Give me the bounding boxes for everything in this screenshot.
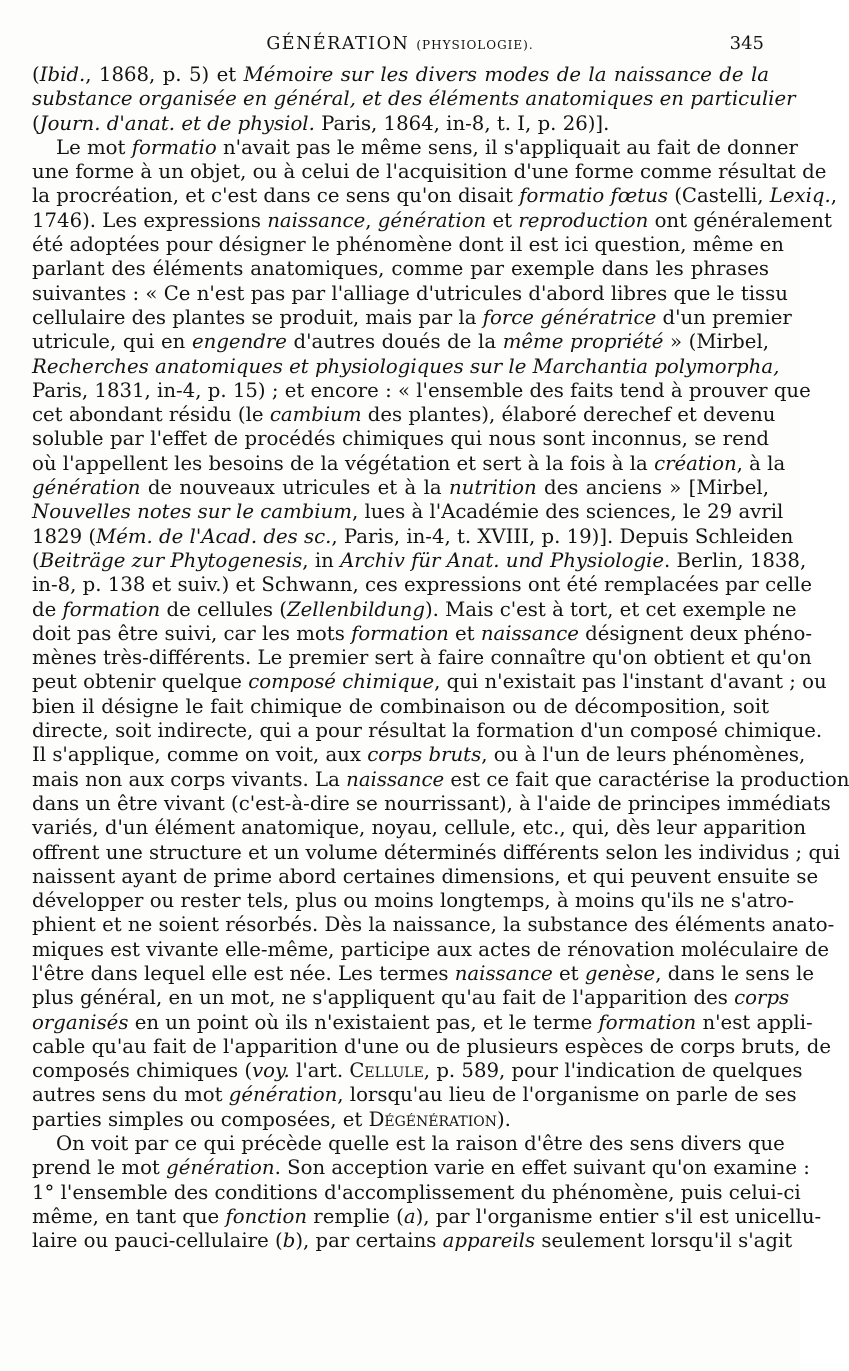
- italic-text: appareils: [442, 1229, 536, 1253]
- text-line: [32, 1083, 797, 1107]
- text-segment: parties simples ou composées, et: [32, 1107, 369, 1131]
- text-segment: , Paris, in-4, t. XVIII, p. 19)]. Depuis Schleiden: [331, 524, 794, 548]
- text-line: [32, 257, 769, 281]
- text-segment: ), par l'organisme entier s'il est unicellu-: [415, 1204, 822, 1228]
- text-segment: Paris, 1831, in-4, p. 15) ; et encore : « l'ensemble des faits tend à prouver que: [32, 378, 811, 402]
- text-line: [32, 573, 813, 597]
- italic-text: organisés: [32, 1010, 129, 1034]
- italic-text: formation: [62, 597, 161, 621]
- text-segment: Paris, 1864, in-8, t. I, p. 26)].: [314, 111, 610, 135]
- italic-text: reproduction: [518, 208, 649, 232]
- text-segment: des plantes), élaboré derechef et devenu: [361, 403, 776, 427]
- text-segment: de cellules (: [160, 597, 287, 621]
- text-segment: variés, d'un élément anatomique, noyau, cellule, etc., qui, dès leur apparition: [32, 816, 807, 840]
- italic-text: fonction: [225, 1204, 308, 1228]
- italic-text: a: [403, 1204, 416, 1228]
- text-segment: , dans le sens le: [655, 961, 815, 985]
- text-segment: 1° l'ensemble des conditions d'accomplissement du phénomène, puis celui-ci: [32, 1180, 801, 1204]
- text-segment: ,: [830, 184, 838, 208]
- text-line: [32, 1180, 801, 1205]
- text-segment: ), par certains: [295, 1229, 443, 1253]
- text-segment: miques est vivante elle-même, participe aux actes de rénovation moléculaire de: [32, 937, 829, 961]
- text-line: [32, 233, 784, 257]
- text-segment: de: [32, 597, 63, 621]
- text-segment: , in: [302, 548, 341, 572]
- italic-text: formation: [598, 1010, 697, 1034]
- italic-text: corps: [734, 986, 790, 1010]
- text-segment: même, en tant que: [32, 1204, 226, 1228]
- text-segment: ).: [496, 1107, 511, 1131]
- text-segment: bien il désigne le fait chimique de combinaison ou de décomposition, soit: [32, 694, 769, 718]
- italic-text: création: [654, 451, 737, 475]
- text-segment: remplie (: [307, 1204, 404, 1228]
- text-line: [32, 403, 776, 427]
- text-line: [32, 451, 786, 476]
- italic-text: génération: [377, 208, 487, 232]
- italic-text: naissance: [480, 621, 579, 645]
- text-segment: 1746). Les expressions: [32, 208, 268, 232]
- text-line: [32, 524, 794, 549]
- text-line: [32, 913, 835, 937]
- text-segment: utricule, qui en: [32, 330, 192, 354]
- italic-text: Ibid.: [39, 63, 86, 86]
- text-segment: plus général, en un mot, ne s'appliquent qu'au fait de l'apparition des: [32, 986, 735, 1010]
- text-line: [32, 791, 831, 816]
- text-line: [32, 1059, 803, 1083]
- text-line: [32, 1108, 769, 1132]
- italic-text: Lexiq.: [769, 184, 831, 208]
- text-line: [32, 1229, 793, 1253]
- text-segment: directe, soit indirecte, qui a pour résultat la formation d'un composé chimique.: [32, 719, 823, 743]
- italic-text: naissance: [454, 961, 553, 985]
- text-line: [32, 670, 827, 694]
- text-segment: cellulaire des plantes se produit, mais par la: [32, 305, 483, 329]
- text-line: [32, 1034, 831, 1059]
- text-line: [32, 889, 795, 913]
- text-line: [32, 961, 815, 986]
- italic-text: même propriété: [502, 330, 664, 354]
- text-segment: doit pas être suivi, car les mots: [32, 621, 352, 645]
- italic-text: Beiträge zur Phytogenesis: [39, 548, 303, 572]
- text-segment: une forme à un objet, ou à celui de l'acquisition d'une forme comme résultat de: [32, 160, 827, 184]
- text-segment: développer ou rester tels, plus ou moins longtemps, à moins qu'ils ne s'atro-: [32, 889, 795, 913]
- text-line: [32, 816, 807, 840]
- italic-text: génération: [32, 476, 141, 500]
- italic-text: b: [282, 1229, 296, 1253]
- italic-text: nutrition: [448, 476, 537, 500]
- text-line: [32, 937, 829, 962]
- text-line: [32, 184, 838, 208]
- text-segment: des anciens » [Mirbel,: [536, 476, 769, 500]
- italic-text: cambium: [269, 403, 362, 427]
- text-segment: Il s'applique, comme on voit, aux: [32, 743, 368, 767]
- text-segment: seulement lorsqu'il s'agit: [535, 1229, 793, 1253]
- text-segment: désignent deux phéno-: [578, 621, 812, 645]
- text-segment: l'être dans lequel elle est née. Les termes: [32, 961, 455, 985]
- italic-text: corps bruts: [367, 743, 482, 767]
- italic-text: Mém. de l'Acad. des sc.: [96, 524, 332, 548]
- italic-text: formation: [351, 621, 449, 645]
- running-title-sub: (PHYSIOLOGIE).: [416, 38, 534, 52]
- text-segment: dans un être vivant (c'est-à-dire se nourrissant), à l'aide de principes immédiats: [32, 791, 831, 815]
- text-line: [32, 87, 796, 111]
- text-line: [32, 208, 832, 233]
- text-line: [32, 767, 849, 792]
- italic-text: composé chimique: [248, 670, 435, 694]
- text-line: [32, 864, 819, 889]
- text-line: [32, 330, 769, 354]
- text-segment: la procréation, et c'est dans ce sens qu'on disait: [32, 184, 520, 208]
- text-line: [32, 63, 769, 87]
- text-line: [32, 281, 788, 306]
- text-segment: laire ou pauci-cellulaire (: [32, 1229, 283, 1253]
- italic-text: formatio: [131, 135, 217, 159]
- italic-text: Mémoire sur les divers modes de la naissance de la: [243, 63, 769, 86]
- text-line: [32, 354, 780, 379]
- text-line: [32, 476, 769, 500]
- text-segment: ,: [365, 208, 378, 232]
- text-segment: suivantes : « Ce n'est pas par l'alliage d'utricules d'abord libres que le tissu: [32, 281, 788, 305]
- text-line: [32, 112, 769, 136]
- text-segment: , lues à l'Académie des sciences, le 29 avril: [351, 500, 784, 524]
- text-segment: cet abondant résidu (le: [32, 403, 270, 427]
- text-line: [32, 1132, 785, 1156]
- text-segment: . Berlin, 1838,: [664, 548, 807, 572]
- text-segment: phient et ne soient résorbés. Dès la naissance, la substance des éléments anato-: [32, 913, 835, 937]
- text-line: [32, 695, 769, 719]
- text-segment: autres sens du mot: [32, 1083, 229, 1107]
- italic-text: Archiv für Anat. und Physiologie: [340, 548, 664, 572]
- text-segment: soluble par l'effet de procédés chimiques qui nous sont inconnus, se rend: [32, 427, 769, 451]
- text-segment: naissent ayant de prime abord certaines dimensions, et qui peuvent ensuite se: [32, 864, 819, 888]
- italic-text: force génératrice: [482, 305, 657, 329]
- text-line: [32, 1204, 822, 1229]
- text-segment: où l'appellent les besoins de la végétation et sert à la fois à la: [32, 451, 655, 475]
- page-number: 345: [729, 33, 764, 54]
- text-segment: d'un premier: [656, 305, 792, 329]
- text-segment: peut obtenir quelque: [32, 670, 249, 694]
- text-segment: , qui n'existait pas l'instant d'avant ; ou: [434, 670, 827, 694]
- text-segment: . Son acception varie en effet suivant qu'on examine :: [274, 1156, 810, 1180]
- text-segment: n'avait pas le même sens, il s'appliquait au fait de donner: [216, 135, 798, 159]
- small-caps-text: Dégénération: [368, 1107, 497, 1131]
- italic-text: substance organisée en général, et des éléments anatomiques en particulier: [32, 87, 796, 111]
- text-line: [32, 743, 806, 767]
- text-segment: in-8, p. 138 et suiv.) et Schwann, ces expressions ont été remplacées par celle: [32, 573, 813, 597]
- text-segment: cable qu'au fait de l'apparition d'une ou de plusieurs espèces de corps bruts, de: [32, 1034, 831, 1058]
- text-line: [32, 135, 798, 160]
- italic-text: naissance: [267, 208, 366, 232]
- italic-text: Zellenbildung: [286, 597, 425, 621]
- text-segment: et: [486, 208, 519, 232]
- italic-text: naissance: [346, 767, 445, 791]
- text-segment: l'art.: [289, 1059, 350, 1083]
- text-segment: 1829 (: [32, 524, 97, 548]
- text-segment: est ce fait que caractérise la production: [444, 767, 849, 791]
- text-segment: composés chimiques (: [32, 1059, 253, 1083]
- text-segment: , à la: [736, 451, 786, 475]
- text-segment: , p. 589, pour l'indication de quelques: [423, 1059, 803, 1083]
- text-segment: , 1868, p. 5) et: [85, 63, 244, 86]
- text-line: [32, 305, 792, 330]
- text-line: [32, 621, 812, 646]
- italic-text: génération: [228, 1083, 338, 1107]
- text-segment: d'autres doués de la: [286, 330, 503, 354]
- text-line: [32, 160, 827, 184]
- text-segment: On voit par ce qui précède quelle est la raison d'être des sens divers que: [56, 1132, 785, 1156]
- text-segment: ont généralement: [648, 208, 832, 232]
- text-line: [32, 719, 823, 743]
- italic-text: Journ. d'anat. et de physiol.: [39, 111, 315, 135]
- text-line: [32, 548, 807, 573]
- text-line: [32, 427, 769, 451]
- body-text: [32, 63, 849, 1254]
- text-segment: (: [32, 111, 40, 135]
- italic-text: voy.: [252, 1059, 290, 1083]
- italic-text: Nouvelles notes sur le cambium: [32, 500, 352, 524]
- text-line: [32, 986, 790, 1010]
- text-segment: (: [32, 548, 40, 572]
- italic-text: formatio fœtus: [519, 184, 668, 208]
- text-segment: » (Mirbel,: [663, 330, 769, 354]
- text-segment: en un point où ils n'existaient pas, et le terme: [128, 1010, 599, 1034]
- text-segment: mais non aux corps vivants. La: [32, 767, 347, 791]
- text-segment: parlant des éléments anatomiques, comme par exemple dans les phrases: [32, 257, 769, 281]
- text-segment: (Castelli,: [667, 184, 770, 208]
- text-segment: et: [448, 621, 481, 645]
- text-segment: ). Mais c'est à tort, et cet exemple ne: [424, 597, 797, 621]
- text-line: [32, 1156, 810, 1180]
- text-line: [32, 500, 784, 524]
- italic-text: Recherches anatomiques et physiologiques sur le Marchantia polymorpha,: [32, 354, 780, 378]
- text-segment: de nouveaux utricules et à la: [140, 476, 449, 500]
- italic-text: engendre: [191, 330, 287, 354]
- small-caps-text: Cellule: [349, 1059, 424, 1083]
- text-line: [32, 597, 797, 622]
- text-segment: été adoptées pour désigner le phénomène dont il est ici question, même en: [32, 233, 784, 257]
- text-segment: prend le mot: [32, 1156, 167, 1180]
- running-title: [30, 31, 770, 58]
- text-segment: n'est appli-: [696, 1010, 813, 1034]
- text-line: [32, 840, 841, 865]
- text-segment: Le mot: [56, 135, 132, 159]
- text-segment: mènes très-différents. Le premier sert à faire connaître qu'on obtient et qu'on: [32, 646, 812, 670]
- text-line: [32, 378, 811, 403]
- page-header: [30, 31, 770, 57]
- text-segment: offrent une structure et un volume déterminés différents selon les individus ; qui: [32, 840, 841, 864]
- text-line: [32, 1010, 813, 1035]
- text-segment: , ou à l'un de leurs phénomènes,: [481, 743, 806, 767]
- running-title-main: GÉNÉRATION: [266, 34, 410, 54]
- text-segment: (: [32, 63, 40, 86]
- text-line: [32, 646, 812, 670]
- italic-text: genèse: [584, 961, 656, 985]
- italic-text: génération: [166, 1156, 275, 1180]
- text-segment: , lorsqu'au lieu de l'organisme on parle de ses: [337, 1083, 797, 1107]
- text-segment: et: [552, 961, 585, 985]
